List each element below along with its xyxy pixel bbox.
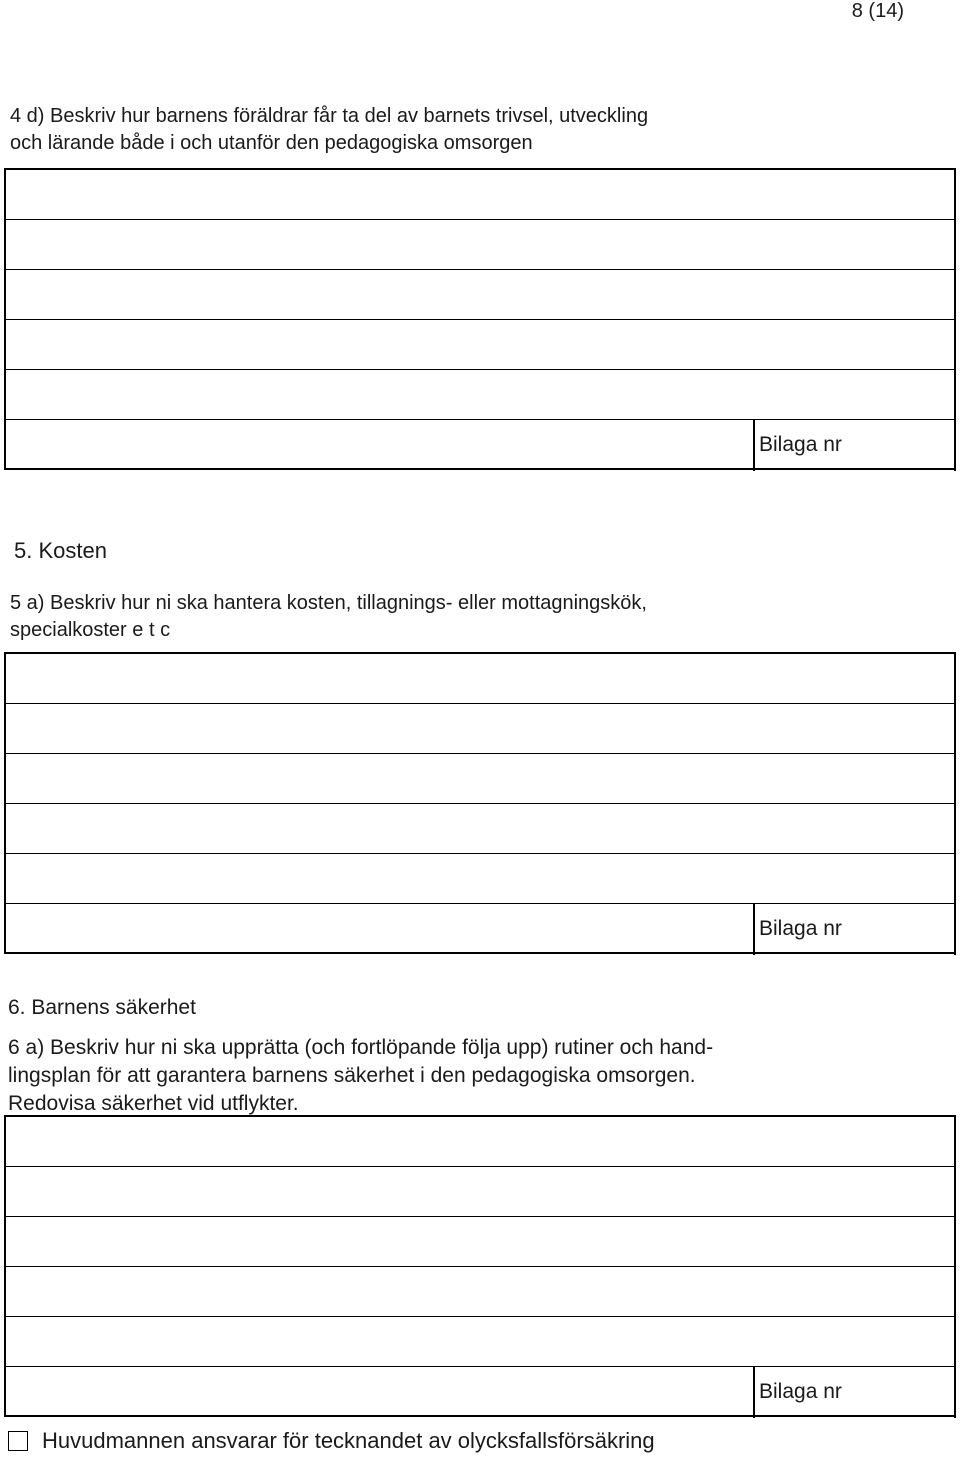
question-4d-line2: och lärande både i och utanför den pedagogiska omsorgen — [10, 132, 533, 154]
question-5a — [10, 590, 647, 644]
attachment-number-field[interactable] — [753, 419, 956, 471]
attachment-row — [6, 904, 954, 954]
answer-line[interactable] — [6, 220, 954, 270]
answer-box-4d — [4, 168, 956, 470]
question-5a-line2: specialkoster e t c — [10, 619, 171, 641]
answer-line[interactable] — [6, 704, 954, 754]
insurance-checkbox[interactable] — [8, 1431, 28, 1451]
attachment-label: Bilaga nr — [759, 433, 842, 456]
answer-line[interactable] — [6, 1117, 954, 1167]
attachment-number-field[interactable] — [753, 1366, 956, 1418]
question-6a-line2: lingsplan för att garantera barnens säkerhet i den pedagogiska omsorgen. — [8, 1064, 696, 1087]
question-6a-line1: 6 a) Beskriv hur ni ska upprätta (och fortlöpande följa upp) rutiner och hand- — [8, 1036, 714, 1059]
question-4d-line1: 4 d) Beskriv hur barnens föräldrar får ta del av barnets trivsel, utveckling — [10, 105, 649, 127]
question-6a — [8, 1034, 713, 1118]
insurance-checkbox-row[interactable] — [8, 1428, 655, 1454]
answer-box-6a — [4, 1115, 956, 1417]
answer-line[interactable] — [6, 370, 954, 420]
page-number: 8 (14) — [851, 0, 904, 22]
answer-line[interactable] — [6, 1317, 954, 1367]
answer-line[interactable] — [6, 1167, 954, 1217]
insurance-checkbox-label: Huvudmannen ansvarar för tecknandet av olycksfallsförsäkring — [42, 1428, 655, 1453]
question-4d — [10, 103, 648, 157]
attachment-number-field[interactable] — [753, 903, 956, 955]
answer-line[interactable] — [6, 320, 954, 370]
answer-box-5a — [4, 652, 956, 954]
attachment-row — [6, 1367, 954, 1417]
answer-line[interactable] — [6, 854, 954, 904]
answer-line[interactable] — [6, 1217, 954, 1267]
answer-line[interactable] — [6, 170, 954, 220]
question-6a-line3: Redovisa säkerhet vid utflykter. — [8, 1092, 299, 1115]
attachment-label: Bilaga nr — [759, 1380, 842, 1403]
answer-line[interactable] — [6, 1267, 954, 1317]
answer-line[interactable] — [6, 654, 954, 704]
answer-line[interactable] — [6, 804, 954, 854]
attachment-row — [6, 420, 954, 470]
answer-line[interactable] — [6, 754, 954, 804]
answer-line[interactable] — [6, 270, 954, 320]
attachment-label: Bilaga nr — [759, 917, 842, 940]
section-6-heading: 6. Barnens säkerhet — [8, 996, 196, 1019]
section-5-heading: 5. Kosten — [14, 538, 107, 563]
question-5a-line1: 5 a) Beskriv hur ni ska hantera kosten, tillagnings- eller mottagningskök, — [10, 592, 647, 614]
